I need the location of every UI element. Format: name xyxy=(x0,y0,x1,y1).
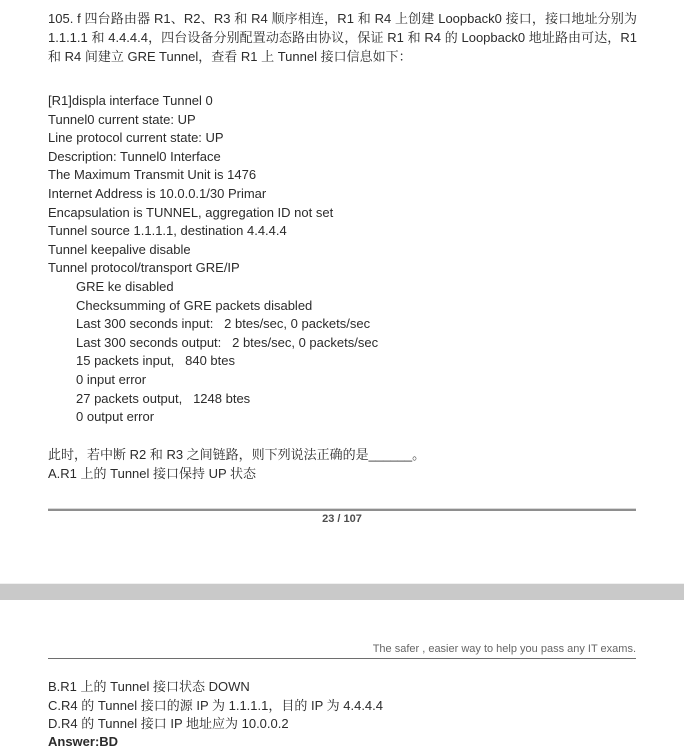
answer-option: C.R4 的 Tunnel 接口的源 IP 为 1.1.1.1，目的 IP 为 4.4.4.4 xyxy=(48,697,383,713)
answer-option-a: A.R1 上的 Tunnel 接口保持 UP 状态 xyxy=(48,466,257,481)
console-line: Last 300 seconds input: 2 btes/sec, 0 packets/sec xyxy=(76,316,371,332)
page-number: 23 / 107 xyxy=(322,513,362,525)
answer-option: D.R4 的 Tunnel 接口 IP 地址应为 10.0.0.2 xyxy=(48,716,289,732)
header-divider xyxy=(48,658,636,659)
console-line: Tunnel0 current state: UP xyxy=(48,111,196,127)
question-intro: 105. f 四台路由器 R1、R2、R3 和 R4 顺序相连，R1 和 R4 上创建 Loopback0 接口，接口地址分别为 1.1.1.1 和 4.4.4.4，四台设备分别配置动态路由协议，保证 R1 和 R4 的 Loopback0 地址路由可达，R1 和 R4 间建立 GRE Tunnel，查看 R1 上 Tunnel 接口信息如下： xyxy=(48,11,637,64)
question-text: 此时，若中断 R2 和 R3 之间链路，则下列说法正确的是______。 xyxy=(48,447,426,462)
console-line: Encapsulation is TUNNEL, aggregation ID not set xyxy=(48,204,334,220)
console-line: Internet Address is 10.0.0.1/30 Primar xyxy=(48,185,267,201)
answer-option: B.R1 上的 Tunnel 接口状态 DOWN xyxy=(48,679,250,694)
console-line: GRE ke disabled xyxy=(76,278,174,294)
console-line: Last 300 seconds output: 2 btes/sec, 0 packets/sec xyxy=(76,334,379,350)
console-line: [R1]displa interface Tunnel 0 xyxy=(48,93,213,108)
console-line: Tunnel source 1.1.1.1, destination 4.4.4.4 xyxy=(48,223,287,239)
console-line: Tunnel keepalive disable xyxy=(48,241,191,257)
answer-options xyxy=(48,678,637,734)
console-line: 15 packets input, 840 btes xyxy=(76,353,235,369)
document-page-24 xyxy=(0,600,684,753)
footer-divider xyxy=(48,509,636,511)
tagline: The safer , easier way to help you pass any IT exams. xyxy=(372,643,636,655)
console-line: 0 output error xyxy=(76,409,155,425)
console-line: Line protocol current state: UP xyxy=(48,130,224,146)
console-line: 0 input error xyxy=(76,371,147,387)
page-gap-band xyxy=(0,583,684,601)
console-line: Checksumming of GRE packets disabled xyxy=(76,297,313,313)
console-line: Tunnel protocol/transport GRE/IP xyxy=(48,260,240,276)
answer-line: Answer:BD xyxy=(48,734,119,749)
console-output xyxy=(48,92,608,427)
console-line: Description: Tunnel0 Interface xyxy=(48,148,221,164)
console-line: The Maximum Transmit Unit is 1476 xyxy=(48,167,257,183)
console-line: 27 packets output, 1248 btes xyxy=(76,390,251,406)
